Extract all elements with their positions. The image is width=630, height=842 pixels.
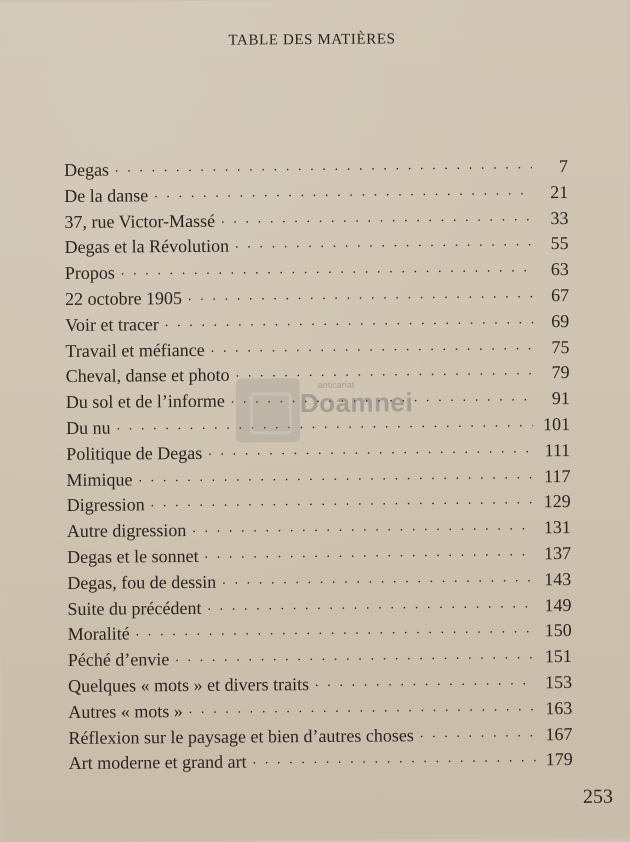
watermark-small-text: anticariat bbox=[317, 379, 355, 390]
toc-entry-title: Degas bbox=[63, 159, 110, 180]
toc-entry bbox=[68, 618, 572, 648]
toc-entry-page: 69 bbox=[551, 310, 570, 331]
dot-leader bbox=[189, 700, 536, 717]
dot-leader bbox=[235, 236, 533, 252]
toc-entry-title: Cheval, danse et photo bbox=[65, 365, 230, 387]
toc-entry-title: Moralité bbox=[67, 623, 130, 645]
toc-entry bbox=[64, 154, 568, 184]
toc-entry-title: 22 octobre 1905 bbox=[64, 288, 183, 309]
toc-entry-page: 129 bbox=[543, 491, 571, 512]
toc-entry bbox=[67, 541, 571, 571]
toc-entry bbox=[65, 335, 569, 365]
dot-leader bbox=[315, 674, 535, 690]
toc-entry-page: 111 bbox=[544, 439, 571, 460]
page-heading: TABLE DES MATIÈRES bbox=[228, 31, 396, 49]
toc-entry-page: 7 bbox=[558, 156, 569, 177]
dot-leader bbox=[221, 210, 532, 226]
toc-entry-title: Art moderne et grand art bbox=[68, 751, 247, 774]
toc-entry bbox=[68, 670, 572, 700]
dot-leader bbox=[121, 261, 533, 278]
toc-entry-title: Degas et le sonnet bbox=[66, 545, 199, 567]
toc-entry bbox=[64, 180, 568, 210]
dot-leader bbox=[420, 726, 536, 741]
dot-leader bbox=[253, 752, 536, 768]
toc-entry-page: 79 bbox=[551, 362, 570, 383]
toc-entry bbox=[66, 438, 570, 468]
toc-entry-title: Péché d’envie bbox=[67, 649, 170, 671]
toc-entry-page: 117 bbox=[544, 465, 571, 486]
toc-entry bbox=[67, 593, 571, 623]
toc-entry-page: 167 bbox=[545, 723, 573, 744]
toc-entry bbox=[65, 257, 569, 287]
toc-entry-title: Digression bbox=[66, 494, 145, 516]
toc-entry-page: 163 bbox=[545, 697, 573, 718]
toc-entry-page: 149 bbox=[544, 594, 572, 615]
toc-entry-title: Quelques « mots » et divers traits bbox=[68, 673, 310, 696]
toc-entry-page: 150 bbox=[544, 620, 572, 641]
toc-entry-page: 151 bbox=[544, 646, 572, 667]
dot-leader bbox=[151, 494, 534, 511]
toc-entry-page: 137 bbox=[543, 542, 572, 564]
toc-entry-title: Mimique bbox=[66, 468, 133, 490]
toc-entry-title: Du sol et de l’informe bbox=[65, 390, 225, 413]
toc-entry-page: 55 bbox=[550, 233, 569, 254]
page-number: 253 bbox=[582, 785, 614, 808]
toc-entry bbox=[68, 722, 572, 752]
dot-leader bbox=[208, 442, 534, 459]
dot-leader bbox=[207, 597, 534, 614]
toc-entry bbox=[65, 283, 569, 313]
toc-entry-title: Degas, fou de dessin bbox=[67, 571, 217, 593]
toc-entry-title: Autres « mots » bbox=[68, 700, 183, 722]
toc-entry-page: 75 bbox=[551, 336, 570, 357]
toc-entry bbox=[68, 644, 572, 674]
dot-leader bbox=[204, 545, 534, 562]
toc-entry bbox=[64, 206, 568, 236]
dot-leader bbox=[192, 519, 534, 536]
toc-entry bbox=[68, 696, 572, 726]
toc-entry bbox=[67, 567, 571, 597]
toc-entry-page: 21 bbox=[550, 181, 569, 202]
toc-entry-title: Autre digression bbox=[66, 520, 187, 542]
toc-entry-title: Degas et la Révolution bbox=[64, 236, 230, 258]
toc-entry-page: 131 bbox=[543, 517, 571, 538]
toc-entry-page: 101 bbox=[542, 413, 571, 435]
dot-leader bbox=[188, 287, 533, 304]
toc-entry-page: 143 bbox=[544, 568, 572, 589]
toc-entry-page: 63 bbox=[550, 259, 569, 280]
dot-leader bbox=[136, 623, 535, 640]
toc-entry-page: 67 bbox=[550, 284, 570, 306]
dot-leader bbox=[165, 313, 533, 330]
watermark-brand: Doamnei bbox=[299, 387, 414, 419]
toc-entry bbox=[67, 489, 571, 519]
toc-entry-title: De la danse bbox=[64, 185, 149, 206]
toc-entry-title: Réflexion sur le paysage et bien d’autres choses bbox=[68, 724, 414, 748]
dot-leader bbox=[138, 468, 534, 485]
dot-leader bbox=[175, 648, 535, 665]
toc-entry bbox=[66, 464, 570, 494]
toc-entry-page: 179 bbox=[545, 749, 573, 770]
dot-leader bbox=[154, 184, 532, 201]
toc-entry-title: Suite du précédent bbox=[67, 597, 202, 619]
toc-entry-title: 37, rue Victor-Massé bbox=[64, 210, 216, 232]
toc-entry-page: 153 bbox=[544, 671, 573, 693]
toc-entry-title: Du nu bbox=[65, 417, 111, 438]
toc-entry-page: 33 bbox=[550, 207, 569, 228]
dot-leader bbox=[222, 571, 534, 587]
toc-entry bbox=[65, 309, 569, 339]
toc-entry bbox=[69, 747, 573, 777]
dot-leader bbox=[211, 339, 534, 356]
toc-entry-title: Politique de Degas bbox=[66, 442, 203, 464]
table-of-contents bbox=[64, 154, 573, 777]
toc-entry bbox=[65, 231, 569, 261]
watermark-logo-icon bbox=[236, 378, 301, 443]
toc-entry-page: 91 bbox=[551, 388, 570, 409]
toc-entry-title: Travail et méfiance bbox=[65, 339, 205, 361]
toc-entry-title: Voir et tracer bbox=[65, 314, 159, 335]
toc-entry bbox=[67, 515, 571, 545]
toc-entry-title: Propos bbox=[64, 262, 115, 284]
dot-leader bbox=[115, 158, 532, 175]
